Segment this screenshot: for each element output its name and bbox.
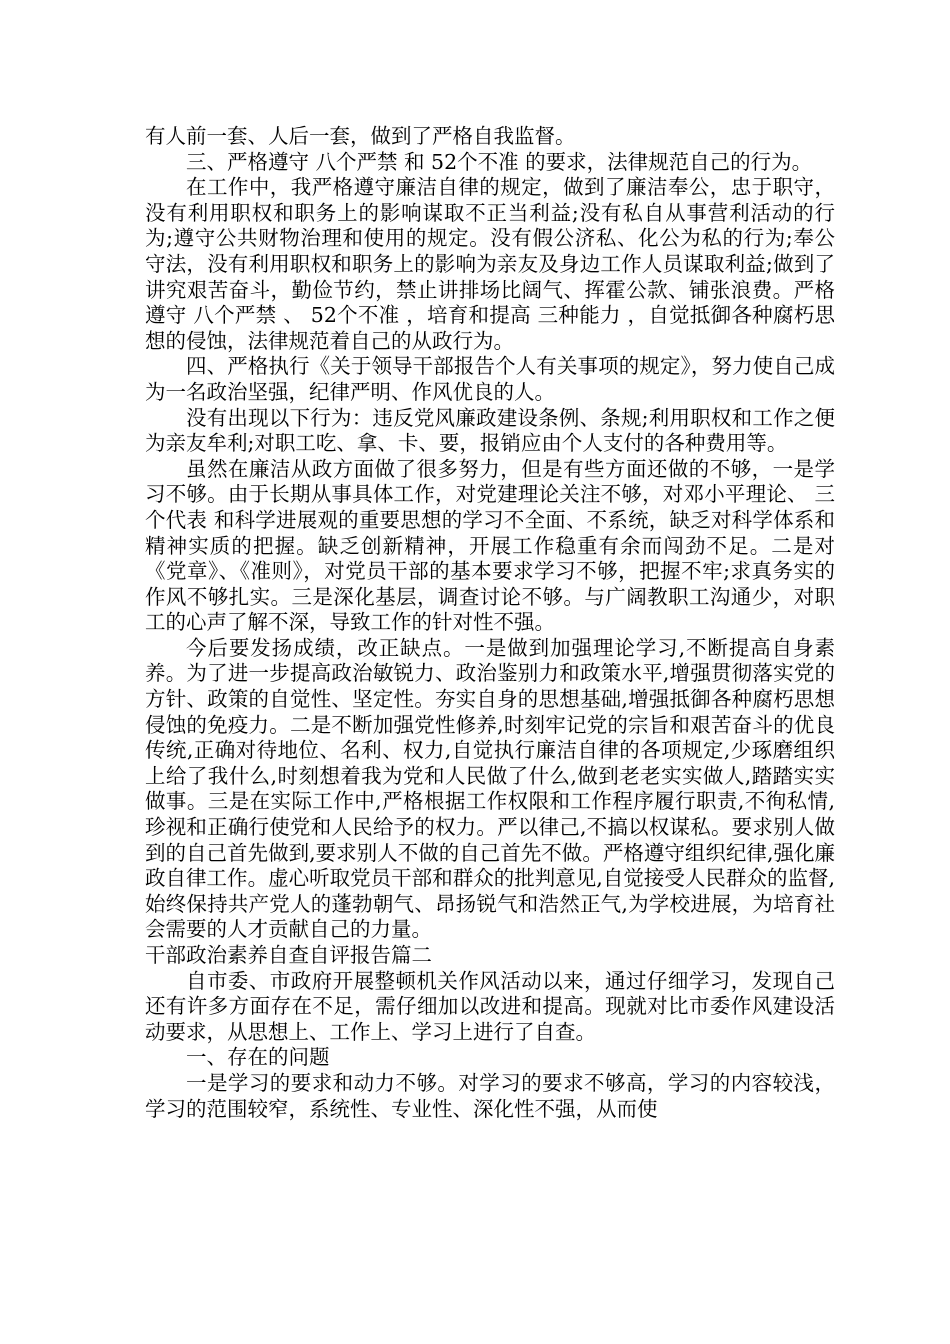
paragraph-problems-heading: 一、存在的问题 xyxy=(186,1045,330,1070)
paragraph-continuation: 有人前一套、人后一套，做到了严格自我监督。 xyxy=(145,124,576,148)
paragraph-problem-one: 一是学习的要求和动力不够。对学习的要求不够高，学习的内容较浅，学习的范围较窄，系统性、专业性、深化性不强，从而使 xyxy=(145,1070,835,1121)
paragraph-report-intro: 自市委、市政府开展整顿机关作风活动以来，通过仔细学习，发现自己还有许多方面存在不足，需仔细加以改进和提高。现就对比市委作风建设活动要求，从思想上、工作上、学习上进行了自查。 xyxy=(145,968,835,1044)
paragraph-work-conduct: 在工作中，我严格遵守廉洁自律的规定，做到了廉洁奉公，忠于职守，没有利用职权和职务上的影响谋取不正当利益;没有私自从事营利活动的行为;遵守公共财物治理和使用的规定。没有假公济私、化公为私的行为;奉公守法，没有利用职权和职务上的影响为亲友及身边工作人员谋取利益;做到了讲究艰苦奋斗，勤俭节约，禁止讲排场比阔气、挥霍公款、铺张浪费。严格遵守 八个严禁 、 52个不准 ，培育和提高 三种能力 ，自觉抵御各种腐朽思想的侵蚀，法律规范着自己的从政行为。 xyxy=(145,175,835,353)
paragraph-section-four: 四、严格执行《关于领导干部报告个人有关事项的规定》，努力使自己成为一名政治坚强，纪律严明、作风优良的人。 xyxy=(145,354,835,404)
paragraph-improvements: 今后要发扬成绩，改正缺点。一是做到加强理论学习,不断提高自身素养。为了进一步提高政治敏锐力、政治鉴别力和政策水平,增强贯彻落实党的方针、政策的自觉性、坚定性。夯实自身的思想基础,增强抵御各种腐朽思想侵蚀的免疫力。二是不断加强党性修养,时刻牢记党的宗旨和艰苦奋斗的优良传统,正确对待地位、名利、权力,自觉执行廉洁自律的各项规定,少琢磨组织上给了我什么,时刻想着我为党和人民做了什么,做到老老实实做人,踏踏实实做事。三是在实际工作中,严格根据工作权限和工作程序履行职责,不徇私情,珍视和正确行使党和人民给予的权力。严以律己,不搞以权谋私。要求别人做到的自己首先做到,要求别人不做的自己首先不做。严格遵守组织纪律,强化廉政自律工作。虚心听取党员干部和群众的批判意见,自觉接受人民群众的监督,始终保持共产党人的蓬勃朝气、昂扬锐气和浩然正气,为学校进展，为培育社会需要的人才贡献自己的力量。 xyxy=(145,635,835,942)
document-page xyxy=(145,124,835,1122)
section-heading-report-two: 干部政治素养自查自评报告篇二 xyxy=(145,943,432,967)
paragraph-section-three: 三、严格遵守 八个严禁 和 52个不准 的要求，法律规范自己的行为。 xyxy=(186,149,813,174)
paragraph-shortcomings: 虽然在廉洁从政方面做了很多努力，但是有些方面还做的不够，一是学习不够。由于长期从事具体工作，对党建理论关注不够，对邓小平理论、 三个代表 和科学进展观的重要思想的学习不全面、不系统，缺乏对科学体系和精神实质的把握。缺乏创新精神，开展工作稳重有余而闯劲不足。二是对《党章》、《准则》，对党员干部的基本要求学习不够，把握不牢;求真务实的作风不够扎实。三是深化基层，调查讨论不够。与广阔教职工沟通少，对职工的心声了解不深，导致工作的针对性不强。 xyxy=(145,456,835,635)
paragraph-no-violations: 没有出现以下行为：违反党风廉政建设条例、条规;利用职权和工作之便为亲友牟利;对职工吃、拿、卡、要，报销应由个人支付的各种费用等。 xyxy=(145,405,835,456)
